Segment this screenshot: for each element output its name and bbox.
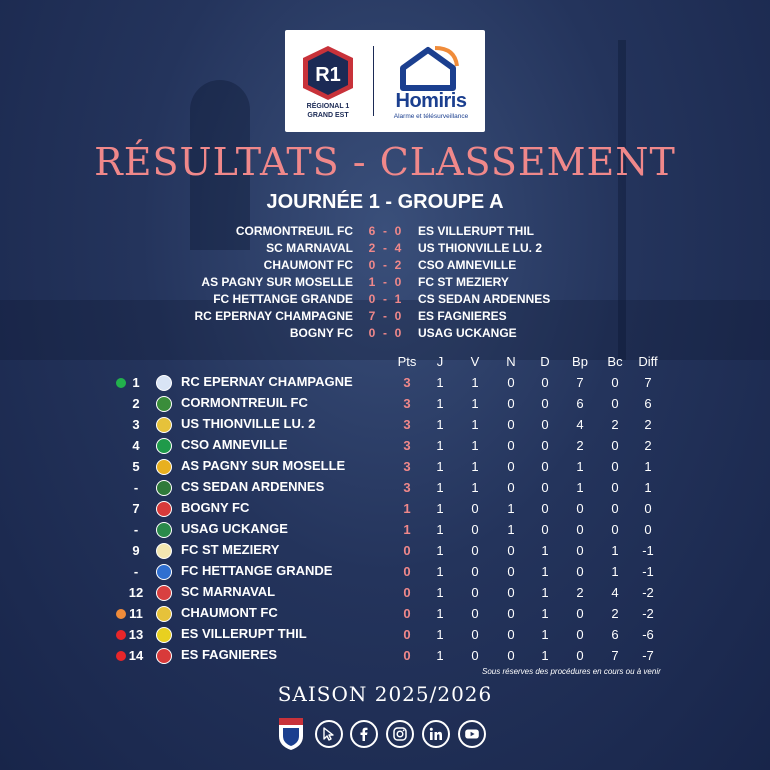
stat-n: 0 (507, 564, 515, 579)
stat-bp: 0 (576, 627, 584, 642)
stat-j: 1 (436, 564, 444, 579)
column-header: J (436, 354, 444, 369)
stat-n: 0 (507, 543, 515, 558)
stat-bp: 1 (576, 459, 584, 474)
home-score: 0 (368, 292, 376, 306)
away-score: 0 (394, 309, 402, 323)
stat-n: 0 (507, 438, 515, 453)
r1-line1: RÉGIONAL 1 (306, 103, 350, 110)
club-crest-icon (156, 522, 172, 538)
stat-d: 1 (541, 627, 549, 642)
stat-diff: -1 (642, 564, 654, 579)
score-separator: - (383, 292, 387, 306)
team-name: US THIONVILLE LU. 2 (181, 416, 316, 431)
stat-n: 0 (507, 627, 515, 642)
stat-n: 0 (507, 585, 515, 600)
stat-pts: 3 (403, 459, 411, 474)
homiris-house-icon (395, 44, 461, 92)
rank: - (133, 480, 139, 495)
stat-bc: 2 (611, 417, 619, 432)
rank: 3 (132, 417, 140, 432)
stat-diff: -1 (642, 543, 654, 558)
stat-bc: 0 (611, 480, 619, 495)
table-row (0, 625, 770, 646)
stat-bc: 0 (611, 396, 619, 411)
stat-j: 1 (436, 606, 444, 621)
column-header: Bc (607, 354, 623, 369)
rank: - (133, 522, 139, 537)
away-team: ES VILLERUPT THIL (418, 224, 535, 238)
match-row (0, 258, 770, 275)
stat-d: 0 (541, 501, 549, 516)
home-team: BOGNY FC (289, 326, 353, 340)
club-crest-icon (156, 480, 172, 496)
team-name: FC ST MEZIERY (181, 542, 280, 557)
club-crest-icon (156, 396, 172, 412)
stat-n: 1 (507, 522, 515, 537)
r1-badge-icon (301, 44, 355, 102)
stat-j: 1 (436, 375, 444, 390)
away-score: 0 (394, 224, 402, 238)
stat-v: 0 (471, 648, 479, 663)
club-crest-icon (156, 564, 172, 580)
home-score: 2 (368, 241, 376, 255)
team-name: CHAUMONT FC (181, 605, 278, 620)
club-crest-icon (156, 606, 172, 622)
stat-bc: 6 (611, 627, 619, 642)
stat-diff: -6 (642, 627, 654, 642)
team-name: AS PAGNY SUR MOSELLE (181, 458, 346, 473)
sponsor-tagline: Alarme et télésurveillance (393, 113, 469, 120)
stat-v: 1 (471, 396, 479, 411)
club-crest-icon (156, 438, 172, 454)
stat-bc: 4 (611, 585, 619, 600)
column-header: Pts (397, 354, 417, 369)
table-row (0, 604, 770, 625)
stat-diff: 1 (644, 480, 652, 495)
rank: 9 (132, 543, 140, 558)
home-score: 0 (368, 258, 376, 272)
stat-pts: 0 (403, 543, 411, 558)
stat-diff: 1 (644, 459, 652, 474)
stat-n: 0 (507, 480, 515, 495)
stat-bp: 0 (576, 648, 584, 663)
stat-d: 1 (541, 606, 549, 621)
stat-bc: 2 (611, 606, 619, 621)
stat-bc: 0 (611, 438, 619, 453)
stat-n: 0 (507, 459, 515, 474)
stat-d: 0 (541, 396, 549, 411)
stat-j: 1 (436, 480, 444, 495)
rank: 4 (132, 438, 140, 453)
stat-diff: -7 (642, 648, 654, 663)
rank: 12 (128, 585, 144, 600)
stat-d: 1 (541, 543, 549, 558)
stat-bp: 0 (576, 606, 584, 621)
stat-pts: 0 (403, 606, 411, 621)
club-crest-icon (156, 627, 172, 643)
stat-diff: 0 (644, 522, 652, 537)
score-separator: - (383, 224, 387, 238)
stat-bp: 1 (576, 480, 584, 495)
home-team: CORMONTREUIL FC (235, 224, 353, 238)
home-team: CHAUMONT FC (263, 258, 353, 272)
stat-pts: 3 (403, 375, 411, 390)
r1-badge-text: R1 (315, 64, 341, 86)
season-label: SAISON 2025/2026 (277, 682, 493, 706)
stat-j: 1 (436, 522, 444, 537)
stat-bp: 7 (576, 375, 584, 390)
stat-n: 0 (507, 375, 515, 390)
home-team: RC EPERNAY CHAMPAGNE (194, 309, 353, 323)
table-row (0, 520, 770, 541)
stat-n: 0 (507, 648, 515, 663)
home-team: FC HETTANGE GRANDE (213, 292, 353, 306)
away-team: FC ST MEZIERY (418, 275, 509, 289)
stat-pts: 1 (403, 501, 411, 516)
stat-pts: 0 (403, 564, 411, 579)
stat-v: 0 (471, 606, 479, 621)
stat-n: 1 (507, 501, 515, 516)
stat-j: 1 (436, 501, 444, 516)
stat-pts: 1 (403, 522, 411, 537)
team-name: SC MARNAVAL (181, 584, 276, 599)
club-crest-icon (156, 417, 172, 433)
score-separator: - (383, 275, 387, 289)
stat-bc: 0 (611, 375, 619, 390)
away-team: US THIONVILLE LU. 2 (418, 241, 543, 255)
stat-bc: 1 (611, 564, 619, 579)
away-team: USAG UCKANGE (418, 326, 517, 340)
disclaimer-note: Sous réserves des procédures en cours ou à venir (482, 667, 661, 676)
team-name: USAG UCKANGE (181, 521, 288, 536)
stat-pts: 3 (403, 480, 411, 495)
club-crest-icon (156, 375, 172, 391)
stat-diff: 2 (644, 438, 652, 453)
stat-v: 0 (471, 522, 479, 537)
stat-v: 1 (471, 417, 479, 432)
stat-v: 0 (471, 627, 479, 642)
stat-d: 0 (541, 522, 549, 537)
score-separator: - (383, 241, 387, 255)
away-team: CS SEDAN ARDENNES (418, 292, 551, 306)
stat-v: 1 (471, 438, 479, 453)
stat-bc: 1 (611, 543, 619, 558)
match-row (0, 309, 770, 326)
table-row (0, 562, 770, 583)
column-header: Diff (638, 354, 658, 369)
home-score: 6 (368, 224, 376, 238)
stat-d: 0 (541, 480, 549, 495)
stat-bp: 2 (576, 585, 584, 600)
stat-bp: 2 (576, 438, 584, 453)
team-name: CS SEDAN ARDENNES (181, 479, 325, 494)
stat-d: 0 (541, 438, 549, 453)
stat-v: 1 (471, 375, 479, 390)
club-crest-icon (156, 459, 172, 475)
logo-separator (373, 46, 374, 116)
stat-pts: 0 (403, 648, 411, 663)
r1-line2: GRAND EST (307, 112, 349, 119)
score-separator: - (383, 258, 387, 272)
home-team: AS PAGNY SUR MOSELLE (201, 275, 353, 289)
stat-diff: 7 (644, 375, 652, 390)
score-separator: - (383, 326, 387, 340)
stat-j: 1 (436, 396, 444, 411)
table-row (0, 583, 770, 604)
match-row (0, 326, 770, 343)
stat-d: 0 (541, 375, 549, 390)
stat-d: 1 (541, 585, 549, 600)
stat-bc: 0 (611, 501, 619, 516)
rank: 13 (128, 627, 144, 642)
stat-v: 0 (471, 585, 479, 600)
table-row (0, 373, 770, 394)
stat-j: 1 (436, 459, 444, 474)
score-separator: - (383, 309, 387, 323)
stat-n: 0 (507, 417, 515, 432)
team-name: CSO AMNEVILLE (181, 437, 288, 452)
instagram-icon[interactable] (386, 720, 414, 748)
team-name: ES FAGNIERES (181, 647, 278, 662)
stat-d: 1 (541, 564, 549, 579)
stat-diff: -2 (642, 585, 654, 600)
club-crest-icon (156, 501, 172, 517)
stat-bp: 0 (576, 522, 584, 537)
logo-box (285, 30, 485, 132)
away-team: CSO AMNEVILLE (418, 258, 517, 272)
match-row (0, 241, 770, 258)
table-row (0, 394, 770, 415)
rank: 11 (129, 606, 143, 621)
stat-v: 0 (471, 543, 479, 558)
column-header: V (470, 354, 480, 369)
table-row (0, 541, 770, 562)
stat-diff: 2 (644, 417, 652, 432)
stat-j: 1 (436, 417, 444, 432)
stat-bp: 4 (576, 417, 584, 432)
table-row (0, 457, 770, 478)
away-score: 0 (394, 326, 402, 340)
table-row (0, 646, 770, 667)
stat-pts: 3 (403, 417, 411, 432)
stat-pts: 0 (403, 627, 411, 642)
stat-bp: 0 (576, 543, 584, 558)
stat-bp: 0 (576, 501, 584, 516)
stat-v: 0 (471, 564, 479, 579)
rank: - (133, 564, 139, 579)
away-score: 0 (394, 275, 402, 289)
stat-pts: 3 (403, 438, 411, 453)
stat-n: 0 (507, 606, 515, 621)
sponsor-name: Homiris (395, 90, 467, 112)
stat-diff: 0 (644, 501, 652, 516)
rank: 7 (132, 501, 140, 516)
facebook-icon[interactable] (350, 720, 378, 748)
table-row (0, 478, 770, 499)
stat-bc: 0 (611, 459, 619, 474)
team-name: RC EPERNAY CHAMPAGNE (181, 374, 353, 389)
club-crest-icon (156, 543, 172, 559)
stat-n: 0 (507, 396, 515, 411)
team-name: ES VILLERUPT THIL (181, 626, 307, 641)
team-name: CORMONTREUIL FC (181, 395, 308, 410)
stat-j: 1 (436, 648, 444, 663)
stat-diff: 6 (644, 396, 652, 411)
stat-d: 0 (541, 459, 549, 474)
league-shield-icon (277, 716, 305, 752)
stat-j: 1 (436, 438, 444, 453)
stat-bc: 0 (611, 522, 619, 537)
column-header: D (540, 354, 550, 369)
stat-pts: 3 (403, 396, 411, 411)
stat-j: 1 (436, 585, 444, 600)
match-row (0, 224, 770, 241)
page-subtitle: JOURNÉE 1 - GROUPE A (266, 191, 504, 213)
team-name: FC HETTANGE GRANDE (181, 563, 333, 578)
linkedin-icon[interactable] (422, 720, 450, 748)
home-team: SC MARNAVAL (266, 241, 353, 255)
page-title: RÉSULTATS - CLASSEMENT (94, 140, 676, 184)
stat-v: 1 (471, 459, 479, 474)
rank: 1 (132, 375, 140, 390)
column-header: Bp (572, 354, 588, 369)
away-score: 2 (394, 258, 402, 272)
stat-j: 1 (436, 543, 444, 558)
table-row (0, 415, 770, 436)
rank: 5 (132, 459, 140, 474)
stat-pts: 0 (403, 585, 411, 600)
stat-v: 1 (471, 480, 479, 495)
stat-diff: -2 (642, 606, 654, 621)
youtube-icon[interactable] (458, 720, 486, 748)
stat-v: 0 (471, 501, 479, 516)
table-row (0, 499, 770, 520)
stat-bp: 6 (576, 396, 584, 411)
cursor-icon[interactable] (315, 720, 343, 748)
table-row (0, 436, 770, 457)
home-score: 7 (368, 309, 376, 323)
away-score: 1 (394, 292, 402, 306)
club-crest-icon (156, 648, 172, 664)
match-row (0, 292, 770, 309)
stat-d: 1 (541, 648, 549, 663)
away-score: 4 (394, 241, 402, 255)
stat-bc: 7 (611, 648, 619, 663)
team-name: BOGNY FC (181, 500, 250, 515)
rank: 14 (128, 648, 144, 663)
stat-d: 0 (541, 417, 549, 432)
stat-j: 1 (436, 627, 444, 642)
rank: 2 (132, 396, 140, 411)
match-row (0, 275, 770, 292)
club-crest-icon (156, 585, 172, 601)
home-score: 0 (368, 326, 376, 340)
home-score: 1 (368, 275, 376, 289)
away-team: ES FAGNIERES (418, 309, 507, 323)
column-header: N (506, 354, 516, 369)
stat-bp: 0 (576, 564, 584, 579)
